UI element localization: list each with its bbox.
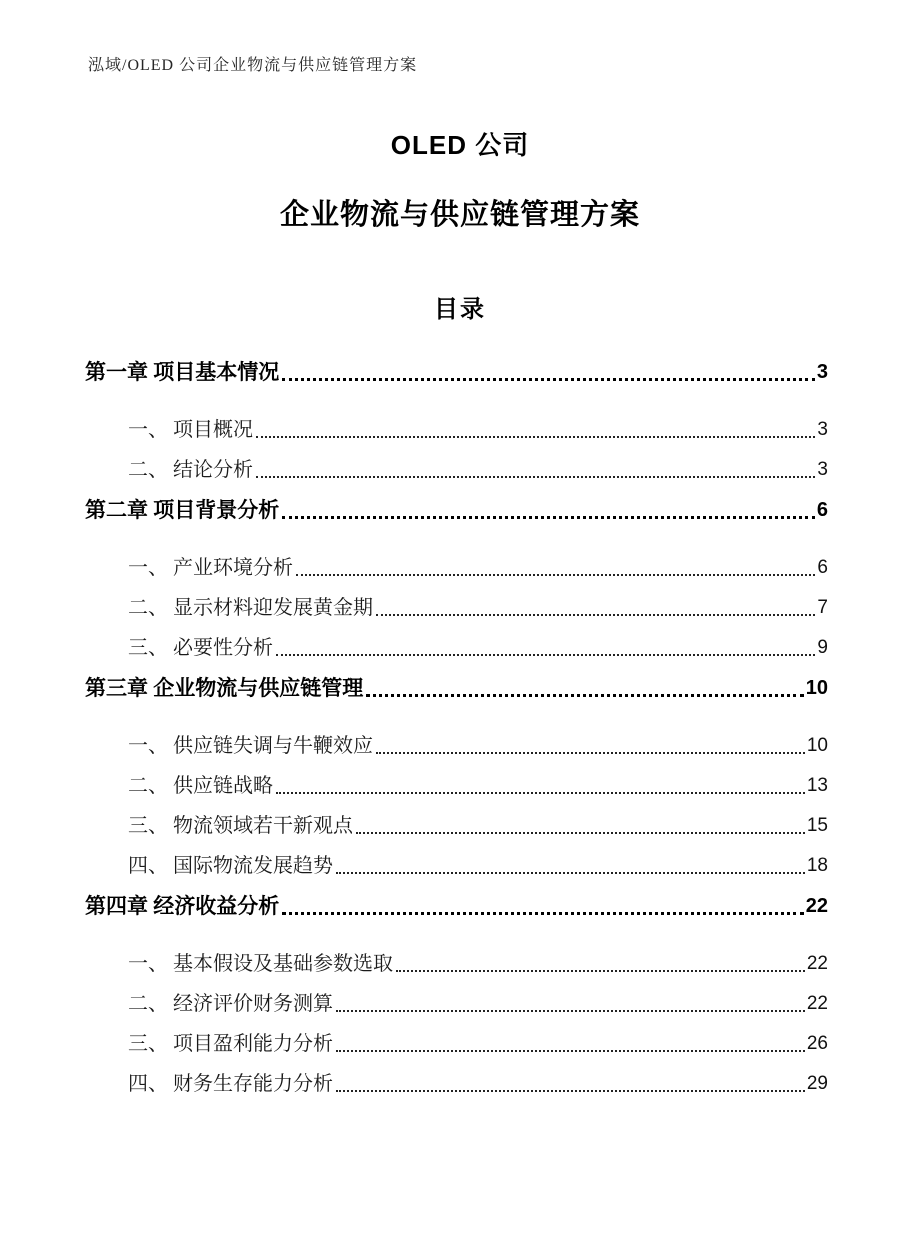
toc-chapter-entry[interactable] [85, 360, 828, 384]
toc-sub-entry[interactable] [128, 774, 828, 798]
toc-sub-entry[interactable] [128, 992, 828, 1016]
toc-sub-entry[interactable] [128, 418, 828, 442]
dot-leader [256, 476, 815, 478]
dot-leader [336, 1090, 805, 1092]
dot-leader [376, 614, 815, 616]
toc-sub-label: 四、 财务生存能力分析 [128, 1073, 333, 1095]
toc-sub-label: 一、 产业环境分析 [128, 557, 293, 579]
toc-page-number: 7 [817, 597, 828, 618]
dot-leader [336, 1050, 805, 1052]
toc-sub-entry[interactable] [128, 596, 828, 620]
dot-leader [336, 1010, 805, 1012]
toc-page-number: 3 [817, 419, 828, 440]
toc-title: 目录 [434, 296, 486, 323]
dot-leader [256, 436, 815, 438]
toc-chapter-label: 第三章 企业物流与供应链管理 [85, 676, 364, 700]
document-title-subject: 企业物流与供应链管理方案 [279, 199, 640, 231]
document-title-company: OLED 公司 [390, 130, 530, 160]
toc-chapter-label: 第一章 项目基本情况 [85, 360, 280, 384]
toc-page-number: 22 [805, 895, 828, 917]
toc-page-number: 26 [806, 1033, 828, 1054]
toc-chapter-label: 第二章 项目背景分析 [85, 498, 280, 522]
toc-sub-label: 一、 项目概况 [128, 419, 253, 441]
document-page [0, 52, 920, 1096]
toc-page-number: 9 [817, 637, 828, 658]
toc-sub-label: 三、 物流领域若干新观点 [128, 815, 353, 837]
toc-page-number: 22 [806, 993, 828, 1014]
toc-sub-label: 四、 国际物流发展趋势 [128, 855, 333, 877]
toc-page-number: 13 [806, 775, 828, 796]
toc-chapter-entry[interactable] [85, 498, 828, 522]
toc-page-number: 22 [806, 953, 828, 974]
toc-sub-entry[interactable] [128, 458, 828, 482]
dot-leader [282, 378, 815, 381]
toc-sub-entry[interactable] [128, 1072, 828, 1096]
toc-sub-entry[interactable] [128, 854, 828, 878]
dot-leader [276, 792, 805, 794]
toc-sub-entry[interactable] [128, 734, 828, 758]
toc-sub-label: 二、 显示材料迎发展黄金期 [128, 597, 373, 619]
toc-sub-entry[interactable] [128, 1032, 828, 1056]
toc-page-number: 3 [816, 361, 828, 383]
dot-leader [296, 574, 815, 576]
dot-leader [366, 694, 804, 697]
dot-leader [282, 912, 804, 915]
toc-chapter-label: 第四章 经济收益分析 [85, 894, 280, 918]
toc-page-number: 18 [806, 855, 828, 876]
toc-sub-entry[interactable] [128, 952, 828, 976]
dot-leader [336, 872, 805, 874]
toc-sub-label: 一、 供应链失调与牛鞭效应 [128, 735, 373, 757]
toc-sub-label: 二、 经济评价财务测算 [128, 993, 333, 1015]
toc-sub-entry[interactable] [128, 636, 828, 660]
dot-leader [276, 654, 815, 656]
toc-page-number: 15 [806, 815, 828, 836]
toc-sub-label: 二、 结论分析 [128, 459, 253, 481]
toc-page-number: 10 [805, 677, 828, 699]
toc-page-number: 3 [817, 459, 828, 480]
toc-sub-entry[interactable] [128, 556, 828, 580]
toc-page-number: 10 [806, 735, 828, 756]
toc-sub-label: 三、 项目盈利能力分析 [128, 1033, 333, 1055]
dot-leader [282, 516, 815, 519]
running-header: 泓域/OLED 公司企业物流与供应链管理方案 [88, 57, 418, 74]
toc-sub-entry[interactable] [128, 814, 828, 838]
toc-sub-label: 二、 供应链战略 [128, 775, 273, 797]
toc-sub-label: 一、 基本假设及基础参数选取 [128, 953, 393, 975]
table-of-contents [85, 360, 828, 1096]
toc-page-number: 6 [816, 499, 828, 521]
toc-chapter-entry[interactable] [85, 894, 828, 918]
toc-chapter-entry[interactable] [85, 676, 828, 700]
dot-leader [396, 970, 805, 972]
dot-leader [376, 752, 805, 754]
toc-page-number: 6 [817, 557, 828, 578]
toc-page-number: 29 [806, 1073, 828, 1094]
toc-sub-label: 三、 必要性分析 [128, 637, 273, 659]
dot-leader [356, 832, 805, 834]
